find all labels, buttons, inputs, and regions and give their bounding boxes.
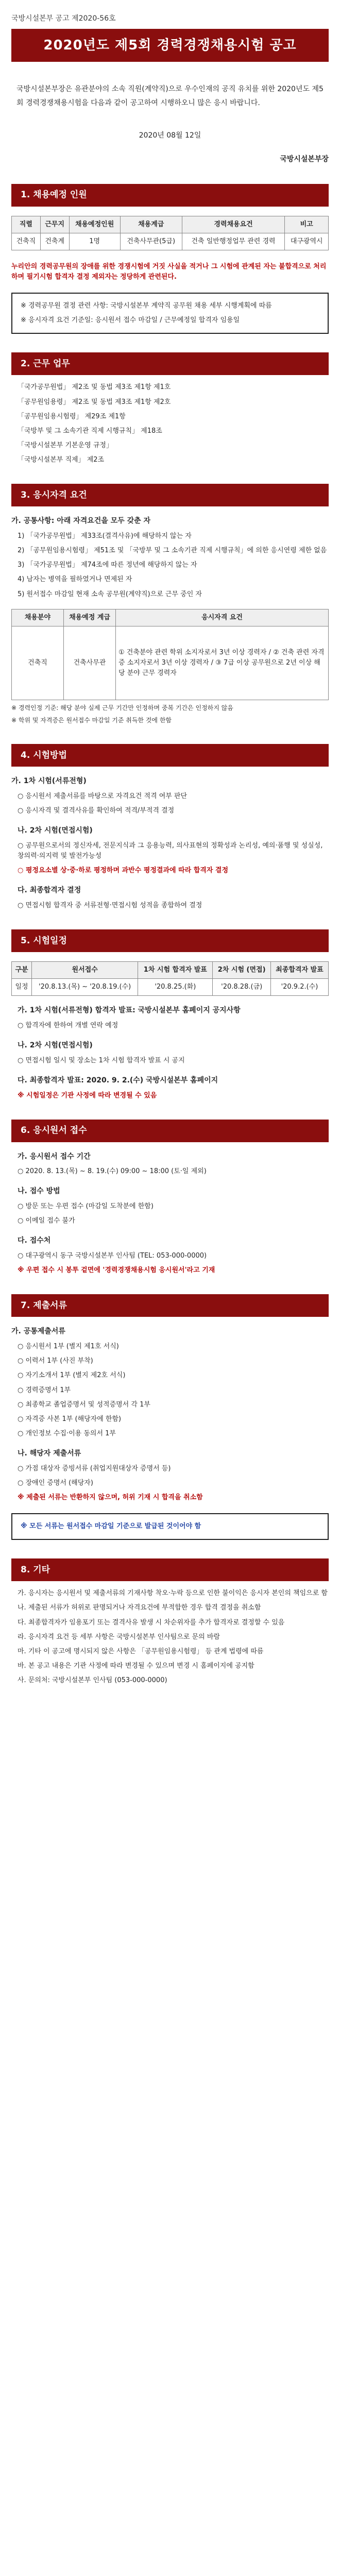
list-item: 가. 1차 시험(서류전형) 합격자 발표: 국방시설본부 홈페이지 공지사항 bbox=[18, 1006, 241, 1015]
list-item: ○ 2020. 8. 13.(목) ~ 8. 19.(수) 09:00 ~ 18:00 (토·일 제외) bbox=[18, 1167, 207, 1176]
list-item: 1) 「국가공무원법」 제33조(결격사유)에 해당하지 않는 자 bbox=[18, 532, 192, 540]
list-item: 5) 원서접수 마감일 현재 소속 공무원(계약직)으로 근무 중인 자 bbox=[18, 590, 202, 598]
table-cell: 일정 bbox=[12, 979, 32, 996]
schedule-notes bbox=[11, 1005, 329, 1100]
list-item: ○ 이메일 접수 불가 bbox=[18, 1217, 75, 1225]
apply-list bbox=[11, 1151, 329, 1276]
table-header: 채용예정 계급 bbox=[64, 609, 116, 626]
list-item: ○ 이력서 1부 (사진 부착) bbox=[18, 1357, 93, 1365]
list-item: ○ 장애인 증명서 (해당자) bbox=[18, 1479, 93, 1487]
list-item: 나. 접수 방법 bbox=[18, 1187, 60, 1196]
table-header: 최종합격자 발표 bbox=[270, 961, 328, 978]
section-4-header: 4. 시험방법 bbox=[11, 744, 329, 767]
table-header: 채용분야 bbox=[12, 609, 64, 626]
table-cell: 건축계 bbox=[40, 233, 69, 250]
section-7-header: 7. 제출서류 bbox=[11, 1294, 329, 1317]
list-item: 나. 해당자 제출서류 bbox=[18, 1449, 81, 1458]
list-item: ○ 면접시험 일시 및 장소는 1차 시험 합격자 발표 시 공지 bbox=[18, 1056, 185, 1064]
table-cell: 건축사무관(5급) bbox=[120, 233, 182, 250]
table-cell: 대구광역시 bbox=[285, 233, 329, 250]
list-item: ○ 합격자에 한하여 개별 연락 예정 bbox=[18, 1021, 118, 1029]
list-item: 가. 응시원서 접수 기간 bbox=[18, 1152, 91, 1161]
list-item: ※ 제출된 서류는 반환하지 않으며, 허위 기재 시 합격을 취소함 bbox=[18, 1494, 203, 1502]
list-item: ○ 경력증명서 1부 bbox=[18, 1386, 71, 1394]
table-header: 원서접수 bbox=[32, 961, 138, 978]
list-item: ○ 면접시험 합격자 중 서류전형·면접시험 성적을 종합하여 결정 bbox=[18, 901, 202, 909]
recruit-note: ※ 경력공무원 결정 관련 사항: 국방시설본부 계약직 공무원 채용 세부 시행계획에 따름 bbox=[21, 302, 272, 310]
table-cell: 건축직 bbox=[12, 626, 64, 700]
docs-highlight-box bbox=[11, 1513, 329, 1540]
recruit-note: ※ 응시자격 요건 기준일: 응시원서 접수 마감일 / 근무예정일 합격자 임용일 bbox=[21, 316, 240, 325]
list-item: 라. 응시자격 요건 등 세부 사항은 국방시설본부 인사팀으로 문의 바람 bbox=[18, 1633, 220, 1641]
qual-note: ※ 학위 및 자격증은 원서접수 마감일 기준 취득한 것에 한함 bbox=[11, 717, 172, 724]
section-3-header: 3. 응시자격 요건 bbox=[11, 484, 329, 506]
list-item: 「공무원임용시험령」 제29조 제1항 bbox=[18, 412, 126, 420]
list-item: 2) 「공무원임용시험령」 제51조 및 「국방부 및 그 소속기관 직제 시행규칙」에 의한 응시연령 제한 없음 bbox=[18, 547, 327, 555]
table-cell: '20.8.13.(목) ~ '20.8.19.(수) bbox=[32, 979, 138, 996]
section-6-header: 6. 응시원서 접수 bbox=[11, 1120, 329, 1142]
notice-number: 국방시설본부 공고 제2020-56호 bbox=[11, 14, 116, 23]
table-cell: 건축직 bbox=[12, 233, 41, 250]
section-5-header: 5. 시험일정 bbox=[11, 929, 329, 952]
list-item: 다. 접수처 bbox=[18, 1236, 51, 1245]
list-item: 다. 최종합격자 발표: 2020. 9. 2.(수) 국방시설본부 홈페이지 bbox=[18, 1076, 218, 1084]
list-item: ○ 공무원으로서의 정신자세, 전문지식과 그 응용능력, 의사표현의 정확성과 논리성, 예의·품행 및 성실성, 창의력·의지력 및 발전가능성 bbox=[18, 841, 323, 860]
list-item: ○ 개인정보 수집·이용 동의서 1부 bbox=[18, 1429, 116, 1437]
list-item: 다. 최종합격자 결정 bbox=[18, 886, 81, 895]
list-item: ○ 응시자격 및 결격사유를 확인하여 적격/부적격 결정 bbox=[18, 806, 175, 815]
recruit-table bbox=[11, 216, 329, 250]
list-item: ※ 우편 접수 시 봉투 겉면에 '경력경쟁채용시험 응시원서'라고 기재 bbox=[18, 1266, 215, 1275]
etc-list bbox=[11, 1588, 329, 1686]
list-item: 사. 문의처: 국방시설본부 인사팀 (053-000-0000) bbox=[18, 1676, 167, 1685]
work-list bbox=[11, 382, 329, 465]
table-header: 직렬 bbox=[12, 216, 41, 233]
table-header: 비고 bbox=[285, 216, 329, 233]
list-item: 다. 최종합격자가 임용포기 또는 결격사유 발생 시 차순위자를 추가 합격자로 결정할 수 있음 bbox=[18, 1618, 285, 1626]
table-header: 경력채용요건 bbox=[182, 216, 285, 233]
schedule-table-wrap bbox=[11, 961, 329, 996]
qual-table bbox=[11, 609, 329, 700]
table-header: 채용예정인원 bbox=[69, 216, 120, 233]
list-item: 「공무원임용령」 제2조 및 동법 제3조 제1항 제2호 bbox=[18, 398, 171, 406]
list-item: ○ 최종학교 졸업증명서 및 성적증명서 각 1부 bbox=[18, 1400, 150, 1409]
list-item: ○ 자격증 사본 1부 (해당자에 한함) bbox=[18, 1415, 122, 1423]
list-item: 「국가공무원법」 제2조 및 동법 제3조 제1항 제1호 bbox=[18, 383, 171, 392]
list-item: 가. 응시자는 응시원서 및 제출서류의 기재사항 착오·누락 등으로 인한 불이익은 응시자 본인의 책임으로 함 bbox=[18, 1589, 328, 1598]
table-cell: '20.9.2.(수) bbox=[270, 979, 328, 996]
table-cell: 건축 일반행정업무 관련 경력 bbox=[182, 233, 285, 250]
list-item: ○ 응시원서 1부 (별지 제1호 서식) bbox=[18, 1343, 119, 1351]
table-cell: ① 건축분야 관련 학위 소지자로서 3년 이상 경력자 / ② 건축 관련 자격증 소지자로서 3년 이상 경력자 / ③ 7급 이상 공무원으로 2년 이상 해당 분야 근무 경력자 bbox=[116, 626, 329, 700]
recruit-note-box bbox=[11, 293, 329, 334]
table-header: 구분 bbox=[12, 961, 32, 978]
recruit-warning: 누리안의 경력공무원의 장애를 위한 경쟁시험에 거짓 사실을 적거나 그 시험에 관계된 자는 불합격으로 처리하며 필기시험 합격자 결정 제외자는 정당하게 관련된다. bbox=[11, 262, 327, 281]
list-item: 「국방시설본부 직제」 제2조 bbox=[18, 456, 105, 464]
recruit-table-wrap bbox=[11, 216, 329, 250]
list-item: 「국방부 및 그 소속기관 직제 시행규칙」 제18조 bbox=[18, 427, 162, 435]
table-header: 채용계급 bbox=[120, 216, 182, 233]
table-cell: '20.8.25.(화) bbox=[138, 979, 213, 996]
section-8-header: 8. 기타 bbox=[11, 1558, 329, 1581]
exam-intro: 가. 1차 시험(서류전형) bbox=[11, 776, 87, 785]
docs-list bbox=[11, 1342, 329, 1503]
table-cell: '20.8.28.(금) bbox=[213, 979, 270, 996]
list-item: ○ 방문 또는 우편 접수 (마감일 도착분에 한함) bbox=[18, 1202, 154, 1211]
list-item: 「국방시설본부 기본운영 규정」 bbox=[18, 441, 113, 449]
section-1-header: 1. 채용예정 인원 bbox=[11, 184, 329, 207]
list-item: ○ 자기소개서 1부 (별지 제2호 서식) bbox=[18, 1371, 126, 1380]
table-header: 응시자격 요건 bbox=[116, 609, 329, 626]
list-item: 나. 2차 시험(면접시험) bbox=[18, 826, 93, 835]
qual-table-wrap bbox=[11, 609, 329, 700]
schedule-table bbox=[11, 961, 329, 996]
docs-highlight: ※ 모든 서류는 원서접수 마감일 기준으로 발급된 것이어야 함 bbox=[21, 1522, 201, 1531]
list-item: ※ 시험일정은 기관 사정에 따라 변경될 수 있음 bbox=[18, 1091, 157, 1099]
list-item: 4) 남자는 병역을 필하였거나 면제된 자 bbox=[18, 575, 132, 584]
table-cell: 1명 bbox=[69, 233, 120, 250]
qual-note: ※ 경력인정 기준: 해당 분야 실제 근무 기간만 인정하며 중복 기간은 인정하지 않음 bbox=[11, 704, 233, 711]
list-item: ○ 응시원서 제출서류를 바탕으로 자격요건 적격 여부 판단 bbox=[18, 792, 188, 800]
table-header: 근무지 bbox=[40, 216, 69, 233]
list-item: 마. 기타 이 공고에 명시되지 않은 사항은 「공무원임용시험령」 등 관계 법령에 따름 bbox=[18, 1647, 264, 1655]
qual-list bbox=[11, 531, 329, 600]
list-item: 나. 2차 시험(면접시험) bbox=[18, 1041, 93, 1049]
table-header: 1차 시험 합격자 발표 bbox=[138, 961, 213, 978]
qual-intro: 가. 공통사항: 아래 자격요건을 모두 갖춘 자 bbox=[11, 517, 151, 526]
table-cell: 건축사무관 bbox=[64, 626, 116, 700]
docs-intro: 가. 공통제출서류 bbox=[11, 1327, 65, 1336]
issuer: 국방시설본부장 bbox=[280, 155, 329, 163]
exam-list bbox=[11, 791, 329, 911]
list-item: 바. 본 공고 내용은 기관 사정에 따라 변경될 수 있으며 변경 시 홈페이지에 공지함 bbox=[18, 1662, 254, 1670]
list-item: 나. 제출된 서류가 허위로 판명되거나 자격요건에 부적합한 경우 합격 결정을 취소함 bbox=[18, 1604, 261, 1612]
list-item: ○ 가점 대상자 증빙서류 (취업지원대상자 증명서 등) bbox=[18, 1464, 171, 1472]
notice-title: 2020년도 제5회 경력경쟁채용시험 공고 bbox=[11, 29, 329, 62]
section-2-header: 2. 근무 업무 bbox=[11, 352, 329, 375]
notice-date: 2020년 08월 12일 bbox=[139, 131, 201, 140]
table-header: 2차 시험 (면접) bbox=[213, 961, 270, 978]
list-item: ○ 대구광역시 동구 국방시설본부 인사팀 (TEL: 053-000-0000) bbox=[18, 1252, 207, 1260]
list-item: 3) 「국가공무원법」 제74조에 따른 정년에 해당하지 않는 자 bbox=[18, 561, 197, 569]
list-item: ○ 평정요소별 상·중·하로 평정하며 과반수 평정결과에 따라 합격자 결정 bbox=[18, 866, 229, 874]
intro-text: 국방시설본부장은 유관분야의 소속 직원(계약직)으로 우수인재의 공직 유치를 위한 2020년도 제5회 경력경쟁채용시험을 다음과 같이 공고하여 시행하오니 많은 응시 바랍니다. bbox=[16, 85, 324, 107]
